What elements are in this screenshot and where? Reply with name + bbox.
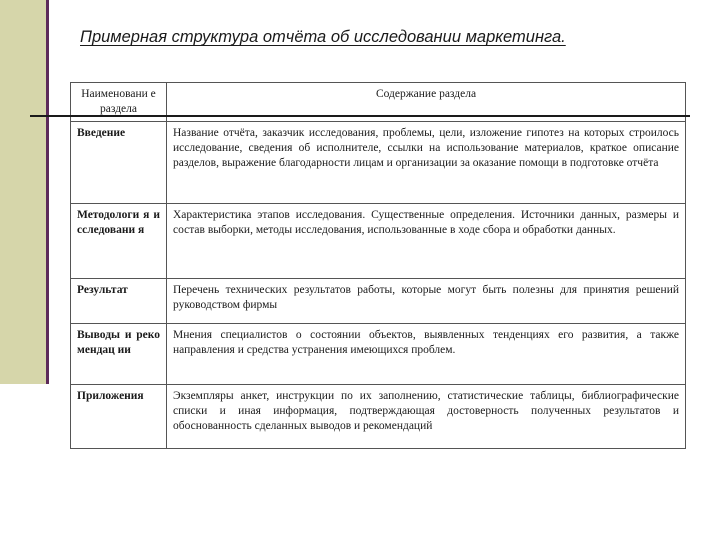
left-accent-line bbox=[46, 0, 49, 384]
section-content-cell: Экземпляры анкет, инструкции по их заполнению, статистические таблицы, библиографические списки и иная информация, подтверждающая достоверность полученных результатов и обоснованность сделанных выводов и рекомендаций bbox=[167, 385, 686, 449]
section-name-cell: Выводы и рекомендац ии bbox=[71, 324, 167, 385]
section-content-cell: Название отчёта, заказчик исследования, проблемы, цели, изложение гипотез на которых строилось исследование, сведения об исполнителе, ссылки на использование материалов, краткое описание разделов, выражение благодарности лицам и организации за оказание помощи в подготовке отчёта bbox=[167, 122, 686, 204]
section-name-cell: Методологи я исследовани я bbox=[71, 204, 167, 279]
section-name-cell: Введение bbox=[71, 122, 167, 204]
header-section-name: Наименовани е раздела bbox=[71, 83, 167, 122]
table-row bbox=[71, 324, 686, 385]
section-content-cell: Перечень технических результатов работы, которые могут быть полезны для принятия решений руководством фирмы bbox=[167, 279, 686, 324]
horizontal-divider bbox=[30, 115, 690, 117]
table-row bbox=[71, 279, 686, 324]
table-row bbox=[71, 385, 686, 449]
page-title: Примерная структура отчёта об исследовании маркетинга. bbox=[80, 28, 566, 46]
table-row bbox=[71, 122, 686, 204]
left-decorative-bar bbox=[0, 0, 46, 384]
table-row bbox=[71, 204, 686, 279]
header-section-content: Содержание раздела bbox=[167, 83, 686, 122]
section-name-cell: Приложения bbox=[71, 385, 167, 449]
section-name-cell: Результат bbox=[71, 279, 167, 324]
section-content-cell: Характеристика этапов исследования. Существенные определения. Источники данных, размеры и состав выборки, методы исследования, использованные в ходе сбора и обработки данных. bbox=[167, 204, 686, 279]
section-content-cell: Мнения специалистов о состоянии объектов, выявленных тенденциях его развития, а также направления и средства устранения имеющихся проблем. bbox=[167, 324, 686, 385]
report-structure-table bbox=[70, 82, 686, 449]
